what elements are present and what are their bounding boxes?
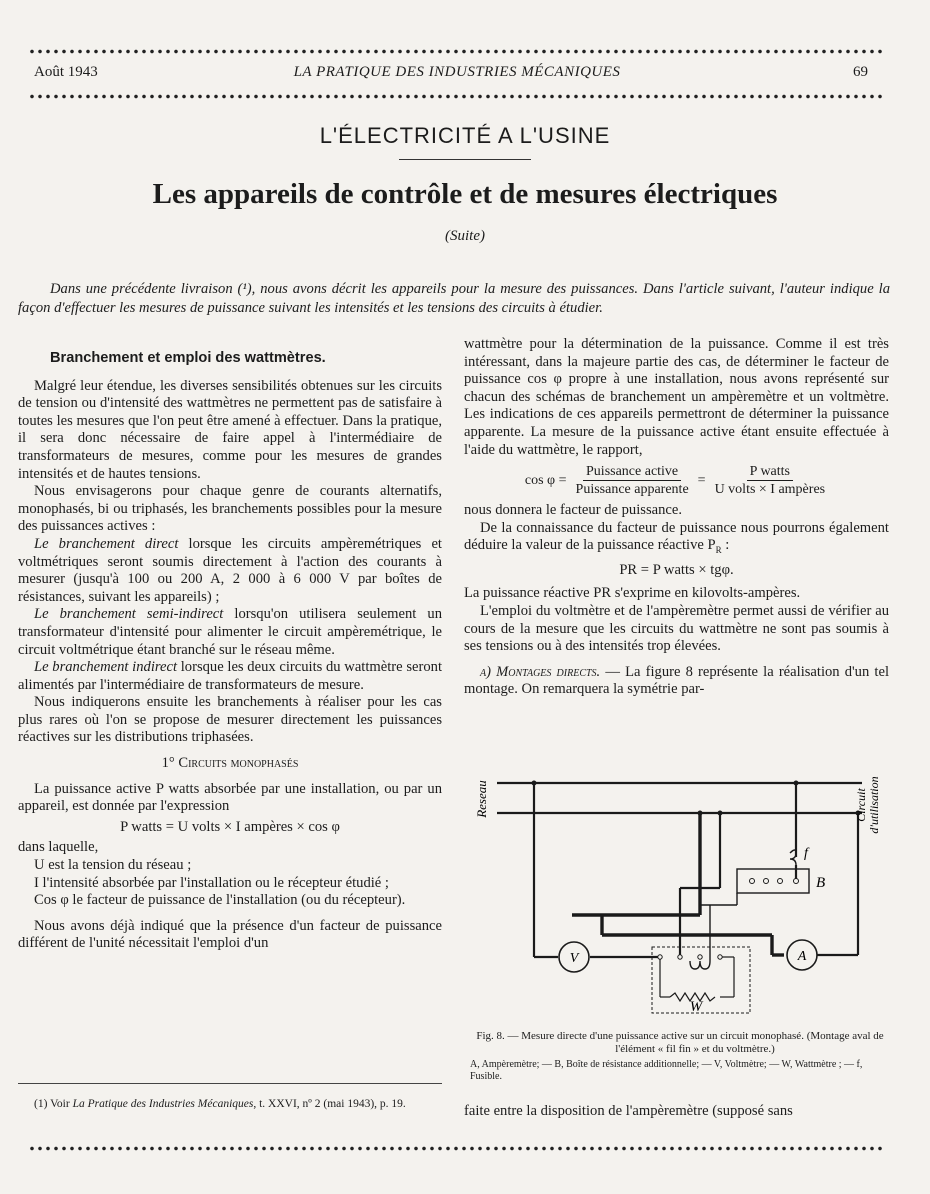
definition: I l'intensité absorbée par l'installation ou le récepteur étudié ; <box>34 874 389 891</box>
formula: PR = P watts × tgφ. <box>619 561 734 578</box>
article-title: Les appareils de contrôle et de mesures électriques <box>152 178 778 210</box>
paragraph: Nous avons déjà indiqué que la présence d'un facteur de puissance différent de l'unité nécessitait l'emploi d'un <box>18 917 442 952</box>
paragraph: De la connaissance du facteur de puissance nous pourrons également déduire la valeur de la puissance réactive $P_R$ : <box>464 519 889 556</box>
label-resistance-box: B <box>816 875 826 891</box>
paragraph: Malgré leur étendue, les diverses sensibilités obtenues sur les circuits de tension ou d'intensité des wattmètres ne permettent pas de satisfaire à toutes les mesures que l'on peut être amené à effectuer. Dans la pratique, il sera donc nécessaire de faire appel à l'intermédiaire de transformateurs de mesures, comme pour les mesures de grandes intensités et de hautes tensions. <box>18 377 442 482</box>
label-ammeter: A <box>797 949 807 964</box>
formula: P watts = U volts × I ampères × cos φ <box>120 818 340 835</box>
issue-date: Août 1943 <box>34 64 98 80</box>
bottom-dotted-rule <box>28 1146 886 1151</box>
article-subtitle: (Suite) <box>445 228 485 244</box>
label-circuit: Circuit <box>854 788 868 822</box>
label-voltmeter: V <box>569 951 579 966</box>
paragraph: nous donnera le facteur de puissance. <box>464 502 683 519</box>
page-number: 69 <box>853 64 868 80</box>
term: Le branchement semi-indirect <box>34 606 224 623</box>
label: a) Montages directs. <box>480 663 601 680</box>
definition: Cos φ le facteur de puissance de l'installation (ou du récepteur). <box>34 892 406 909</box>
paragraph: Nous indiquerons ensuite les branchements à réaliser pour les cas plus rares où l'on se propose de mesurer directement les puissances réactives sur les distributions triphasées. <box>18 694 442 746</box>
caption-legend: A, Ampèremètre; — B, Boîte de résistance additionnelle; — V, Voltmètre; — W, Wattmètre ; — f, Fusible. <box>470 1059 863 1082</box>
label-reseau: Reseau <box>474 780 489 818</box>
paragraph: Nous envisagerons pour chaque genre de courants alternatifs, monophasés, bi ou triphasés, les branchements possibles pour la mesure des puissances actives : <box>18 483 442 535</box>
label-utilisation: d'utilisation <box>867 776 881 834</box>
top-dotted-rule <box>28 49 886 54</box>
caption-main: Fig. 8. — Mesure directe d'une puissance active sur un circuit monophasé. (Montage aval de l'élément « fil fin » et du voltmètre.) <box>476 1030 884 1055</box>
term: Le branchement indirect <box>34 659 178 676</box>
running-header <box>34 62 880 86</box>
paragraph: Le branchement indirect lorsque les deux circuits du wattmètre seront alimentés par l'intermédiaire de transformateurs de mesure. <box>18 659 442 693</box>
figure-caption <box>470 1030 890 1083</box>
section-heading: Branchement et emploi des wattmètres. <box>50 350 326 366</box>
paragraph: a) Montages directs. — La figure 8 représente la réalisation d'un tel montage. On remarquera la symétrie par- <box>464 663 889 698</box>
label-fuse: f <box>804 846 808 861</box>
paragraph: Le branchement direct lorsque les circuits ampèremétriques et voltmétriques seront soumis directement à l'action des courants à mesurer (jusqu'à 100 ou 200 A, 2 000 à 6 000 V par boîtes de résistances, suivant les appareils) ; <box>18 535 442 605</box>
paragraph: faite entre la disposition de l'ampèremètre (supposé sans <box>464 1103 793 1119</box>
paragraph: L'emploi du voltmètre et de l'ampèremètre permet aussi de vérifier au cours de la mesure que les circuits du wattmètre ne sont pas soumis à ses tensions ou à des intensités trop élevées. <box>464 603 889 655</box>
subsection-heading: 1° Circuits monophasés <box>161 755 299 772</box>
paragraph: dans laquelle, <box>18 839 99 856</box>
paragraph: La puissance active P watts absorbée par une installation, ou par un appareil, est donnée par l'expression <box>18 780 442 815</box>
section-title: L'ÉLECTRICITÉ A L'USINE <box>319 123 611 148</box>
header-dotted-rule <box>28 94 886 99</box>
paragraph: wattmètre pour la détermination de la puissance. Comme il est très intéressant, dans la majeure partie des cas, de déterminer le facteur de puissance cos φ propre à une installation, nous avons représenté sur chacun des schémas de branchement un ampèremètre et un voltmètre. Les indications de ces appareils permettront de déterminer la puissance apparente. La mesure de la puissance active étant ensuite effectuée à l'aide du wattmètre, le rapport, <box>464 336 889 458</box>
power-factor-formula: cos φ = $\frac{\text{Puissance active}}{\text{Puissance apparente}}$ = $\frac{\text{P watts}}{\text{U volts × I ampères}}$ <box>524 464 826 498</box>
paragraph: Le branchement semi-indirect lorsqu'on utilisera seulement un transformateur d'intensité pour alimenter le circuit ampèremétrique, le circuit voltmétrique étant branché sur le réseau même. <box>18 606 442 658</box>
wattmeter-coil <box>690 961 710 969</box>
journal-name: LA PRATIQUE DES INDUSTRIES MÉCANIQUES <box>293 64 621 80</box>
left-column <box>18 350 442 953</box>
intro-text: Dans une précédente livraison (¹), nous avons décrit les appareils pour la mesure des puissances. Dans l'article suivant, l'auteur indique la façon d'effectuer les mesures de puissance suivant les intensités et les tensions des circuits à étudier. <box>18 281 890 316</box>
footnote: (1) Voir La Pratique des Industries Mécaniques, t. XXVI, nº 2 (mai 1943), p. 19. <box>34 1098 406 1110</box>
paragraph: La puissance réactive PR s'exprime en kilovolts-ampères. <box>464 585 801 602</box>
footnote-rule <box>18 1083 442 1084</box>
label-wattmeter: W <box>689 999 703 1015</box>
definition: U est la tension du réseau ; <box>34 857 192 874</box>
circuit-diagram <box>462 765 892 1025</box>
term: Le branchement direct <box>34 535 179 552</box>
right-column <box>464 336 889 699</box>
title-rule <box>399 159 531 160</box>
intro-paragraph <box>18 280 890 318</box>
